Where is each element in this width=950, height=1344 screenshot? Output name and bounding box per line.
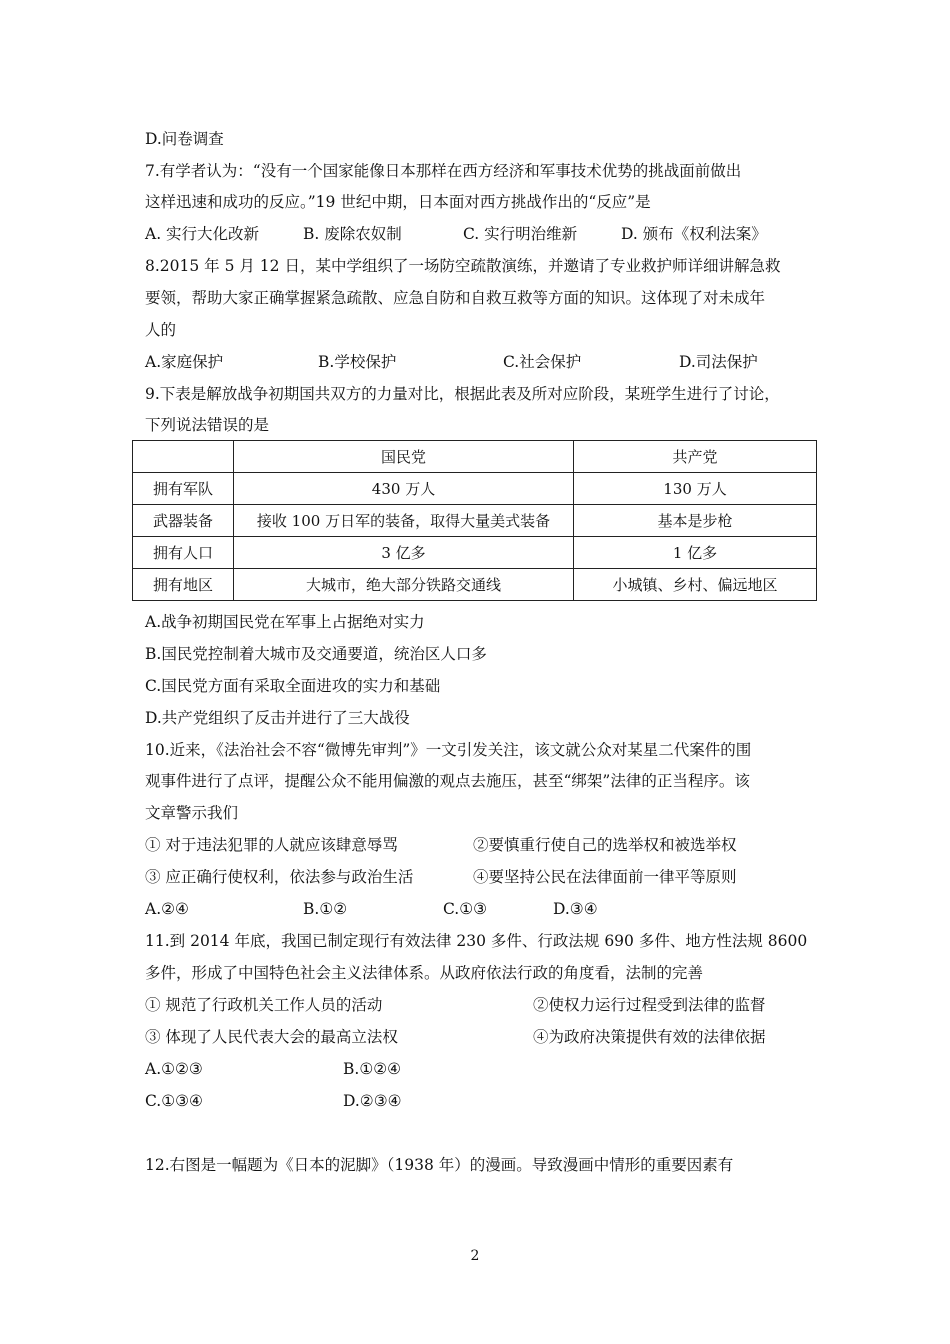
q10-option-a: A.②④ — [145, 900, 189, 918]
q8-option-c: C.社会保护 — [503, 353, 582, 371]
table-row — [133, 473, 817, 505]
q7-stem-line-2: 这样迅速和成功的反应。”19 世纪中期，日本面对西方挑战作出的“反应”是 — [145, 193, 651, 211]
q12-stem-line-1: 12.右图是一幅题为《日本的泥脚》（1938 年）的漫画。导致漫画中情形的重要因素有 — [145, 1156, 734, 1174]
table-header-cell: 国民党 — [234, 441, 574, 473]
table-header-cell: 共产党 — [574, 441, 817, 473]
table-header-row — [133, 441, 817, 473]
q10-statement-3: ③ 应正确行使权利，依法参与政治生活 — [145, 868, 414, 886]
q11-statement-3: ③ 体现了人民代表大会的最高立法权 — [145, 1028, 398, 1046]
table-row — [133, 537, 817, 569]
q10-option-d: D.③④ — [553, 900, 598, 918]
q10-option-b: B.①② — [303, 900, 348, 918]
q10-stem-line-3: 文章警示我们 — [145, 804, 239, 822]
table-cell: 3 亿多 — [234, 537, 574, 569]
q7-stem-line-1: 7.有学者认为：“没有一个国家能像日本那样在西方经济和军事技术优势的挑战面前做出 — [145, 162, 742, 180]
q11-option-b: B.①②④ — [343, 1060, 402, 1078]
table-cell: 130 万人 — [574, 473, 817, 505]
q10-stem-line-1: 10.近来，《法治社会不容“微博先审判”》一文引发关注，该文就公众对某星二代案件的围 — [145, 741, 752, 759]
q10-statement-1: ① 对于违法犯罪的人就应该肆意辱骂 — [145, 836, 398, 854]
table-cell: 武器装备 — [133, 505, 234, 537]
q11-option-c: C.①③④ — [145, 1092, 203, 1110]
q10-option-c: C.①③ — [443, 900, 488, 918]
q11-stem-line-1: 11.到 2014 年底，我国已制定现行有效法律 230 多件、行政法规 690 多件、地方性法规 8600 — [145, 932, 808, 950]
table-cell: 基本是步枪 — [574, 505, 817, 537]
q9-option-a: A.战争初期国民党在军事上占据绝对实力 — [145, 613, 425, 631]
q10-statement-4: ④要坚持公民在法律面前一律平等原则 — [473, 868, 737, 886]
q11-stem-line-2: 多件，形成了中国特色社会主义法律体系。从政府依法行政的角度看，法制的完善 — [145, 964, 704, 982]
table-cell: 大城市，绝大部分铁路交通线 — [234, 569, 574, 601]
q11-statement-4: ④为政府决策提供有效的法律依据 — [533, 1028, 766, 1046]
table-cell: 拥有地区 — [133, 569, 234, 601]
table-cell: 拥有军队 — [133, 473, 234, 505]
q11-statement-1: ① 规范了行政机关工作人员的活动 — [145, 996, 383, 1014]
q9-option-d: D.共产党组织了反击并进行了三大战役 — [145, 709, 410, 727]
table-header-cell — [133, 441, 234, 473]
q9-stem-line-1: 9.下表是解放战争初期国共双方的力量对比，根据此表及所对应阶段，某班学生进行了讨论， — [145, 385, 780, 403]
q7-option-a: A. 实行大化改新 — [145, 225, 260, 243]
q11-option-d: D.②③④ — [343, 1092, 402, 1110]
q9-option-b: B.国民党控制着大城市及交通要道，统治区人口多 — [145, 645, 487, 663]
q10-stem-line-2: 观事件进行了点评，提醒公众不能用偏激的观点去施压，甚至“绑架”法律的正当程序。该 — [145, 772, 750, 790]
q10-statement-2: ②要慎重行使自己的选举权和被选举权 — [473, 836, 737, 854]
table-cell: 430 万人 — [234, 473, 574, 505]
q7-option-b: B. 废除农奴制 — [303, 225, 402, 243]
q8-option-d: D.司法保护 — [679, 353, 758, 371]
q9-option-c: C.国民党方面有采取全面进攻的实力和基础 — [145, 677, 441, 695]
table-cell: 小城镇、乡村、偏远地区 — [574, 569, 817, 601]
table-row — [133, 569, 817, 601]
q8-option-a: A.家庭保护 — [145, 353, 224, 371]
q7-option-d: D. 颁布《权利法案》 — [621, 225, 767, 243]
q9-comparison-table — [132, 440, 817, 601]
q8-stem-line-2: 要领，帮助大家正确掌握紧急疏散、应急自防和自救互救等方面的知识。这体现了对未成年 — [145, 289, 766, 307]
q8-option-b: B.学校保护 — [318, 353, 397, 371]
table-cell: 1 亿多 — [574, 537, 817, 569]
table-row — [133, 505, 817, 537]
q8-stem-line-3: 人的 — [145, 321, 177, 339]
q8-stem-line-1: 8.2015 年 5 月 12 日，某中学组织了一场防空疏散演练，并邀请了专业救护师详细讲解急救 — [145, 257, 781, 275]
q9-stem-line-2: 下列说法错误的是 — [145, 416, 270, 434]
q11-option-a: A.①②③ — [145, 1060, 203, 1078]
page-number: 2 — [470, 1248, 480, 1264]
q11-statement-2: ②使权力运行过程受到法律的监督 — [533, 996, 766, 1014]
table-cell: 拥有人口 — [133, 537, 234, 569]
q7-option-c: C. 实行明治维新 — [463, 225, 578, 243]
table-cell: 接收 100 万日军的装备，取得大量美式装备 — [234, 505, 574, 537]
q6-option-d: D.问卷调查 — [145, 130, 224, 148]
